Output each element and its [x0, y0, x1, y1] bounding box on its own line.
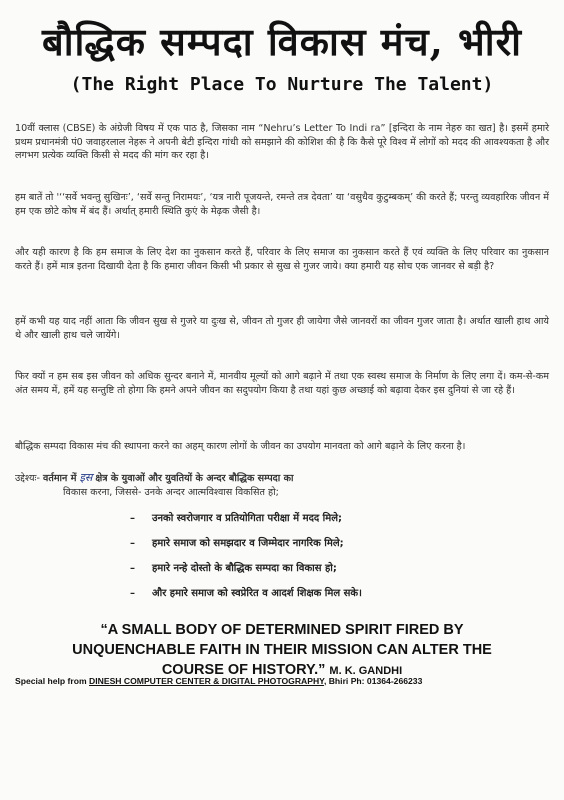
purpose-continuation: विकास करना, जिससे- उनके अन्दर आत्मविश्वास विकसित हो;	[63, 486, 279, 498]
handwritten-correction: इस	[79, 471, 93, 484]
purpose-text-before: वर्तमान में	[43, 473, 77, 484]
gandhi-quote	[20, 620, 544, 681]
paragraph-proverbs: हम बातें तो '‘‘सर्वे भवन्तु सुखिनः’, ‘सर्वे सन्तु निरामयः’, ‘यत्र नारी पूजयन्ते, रमन्ते तत्र देवता’ या ‘वसुधैव कुटुम्बकम्’ की करते हैं; परन्तु व्यवहारिक जीवन में हम एक छोटे कोष में बंद हैं। अर्थात् हमारी स्थिति कुएं के मेढ़क जैसी है।	[15, 192, 549, 217]
paragraph-nehru-letter: 10वीं क्लास (CBSE) के अंग्रेजी विषय में एक पाठ है, जिसका नाम “Nehru’s Letter To Indi ra” [इन्दिरा के नाम नेहरु का खत] है। इसमें हमारे प्रथम प्रधानमंत्री पं0 जवाहरलाल नेहरू ने अपनी बेटी इन्दिरा गांधी को समझाने की कोशिश की है कि कैसे पूरे विश्व में लोगों को मदद की आवश्यकता है और लगभग प्रत्येक व्यक्ति किसी से मदद की मांग कर रहा है।	[15, 123, 549, 161]
goal-text: हमारे समाज को समझदार व जिम्मेदार नागरिक मिले;	[152, 538, 344, 549]
footer-prefix: Special help from	[15, 676, 87, 686]
goals-list	[130, 512, 550, 612]
quote-line-1: “A SMALL BODY OF DETERMINED SPIRIT FIRED BY	[100, 622, 464, 638]
paragraph-life-passes: हमें कभी यह याद नहीं आता कि जीवन सुख से गुजरे या दुःख से, जीवन तो गुजर ही जायेगा जैसे जानवरों का जीवन गुजर जाता है। अर्थात खाली हाथ आये थे और खाली हाथ चले जायेंगे।	[15, 316, 549, 341]
goal-text: और हमारे समाज को स्वप्रेरित व आदर्श शिक्षक मिल सके।	[152, 588, 362, 599]
list-item: – हमारे समाज को समझदार व जिम्मेदार नागरिक मिले;	[130, 538, 344, 549]
list-item: – उनको स्वरोजगार व प्रतियोगिता परीक्षा में मदद मिले;	[130, 513, 343, 524]
goal-text: हमारे नन्हे दोस्तो के बौद्धिक सम्पदा का विकास हो;	[152, 563, 337, 574]
paragraph-forum-reason: बौद्धिक सम्पदा विकास मंच की स्थापना करने का अहम् कारण लोगों के जीवन का उपयोग मानवता को आगे बढ़ाने के लिए करना है।	[15, 441, 466, 452]
page-title: बौद्धिक सम्पदा विकास मंच, भीरी	[42, 19, 522, 64]
quote-author: M. K. GANDHI	[329, 665, 403, 677]
quote-line-3: COURSE OF HISTORY.”	[161, 662, 326, 678]
page-subtitle: (The Right Place To Nurture The Talent)	[70, 74, 494, 95]
purpose-label: उद्देश्यः-	[15, 473, 40, 484]
quote-line-2: UNQUENCHABLE FAITH IN THEIR MISSION CAN ALTER THE	[72, 642, 492, 658]
footer-suffix: , Bhiri Ph: 01364-266233	[323, 676, 423, 686]
list-item: – और हमारे समाज को स्वप्रेरित व आदर्श शिक्षक मिल सके।	[130, 588, 362, 599]
paragraph-society-loss: और यही कारण है कि हम समाज के लिए देश का नुकसान करते हैं, परिवार के लिए समाज का नुकसान करते हैं एवं व्यक्ति के लिए परिवार का नुकसान करते हैं। हमें मात्र इतना दिखायी देता है कि हमारा जीवन किसी भी प्रकार से सुख से गुजर जाये। क्या हमारी यह सोच एक जानवर से बड़ी है?	[15, 247, 549, 272]
goal-text: उनको स्वरोजगार व प्रतियोगिता परीक्षा में मदद मिले;	[152, 513, 343, 524]
footer-shop-name: DINESH COMPUTER CENTER & DIGITAL PHOTOGRAPHY	[89, 676, 324, 686]
list-item: – हमारे नन्हे दोस्तो के बौद्धिक सम्पदा का विकास हो;	[130, 563, 337, 574]
footer-credit	[15, 676, 549, 686]
paragraph-beautify-life: फिर क्यों न हम सब इस जीवन को अधिक सुन्दर बनाने में, मानवीय मूल्यों को आगे बढ़ाने में तथा एक स्वस्थ समाज के निर्माण के लिए लगा दें। कम-से-कम अंत समय में, हमें यह सन्तुष्टि तो होगा कि हमने अपने जीवन का सदुपयोग किया है तथा यहां कुछ अच्छाई को बढ़ावा देकर इस दुनियां से जा रहे हैं।	[15, 371, 549, 396]
purpose-text-after: क्षेत्र के युवाओं और युवतियों के अन्दर बौद्धिक सम्पदा का	[95, 473, 294, 484]
purpose-section	[15, 471, 549, 499]
